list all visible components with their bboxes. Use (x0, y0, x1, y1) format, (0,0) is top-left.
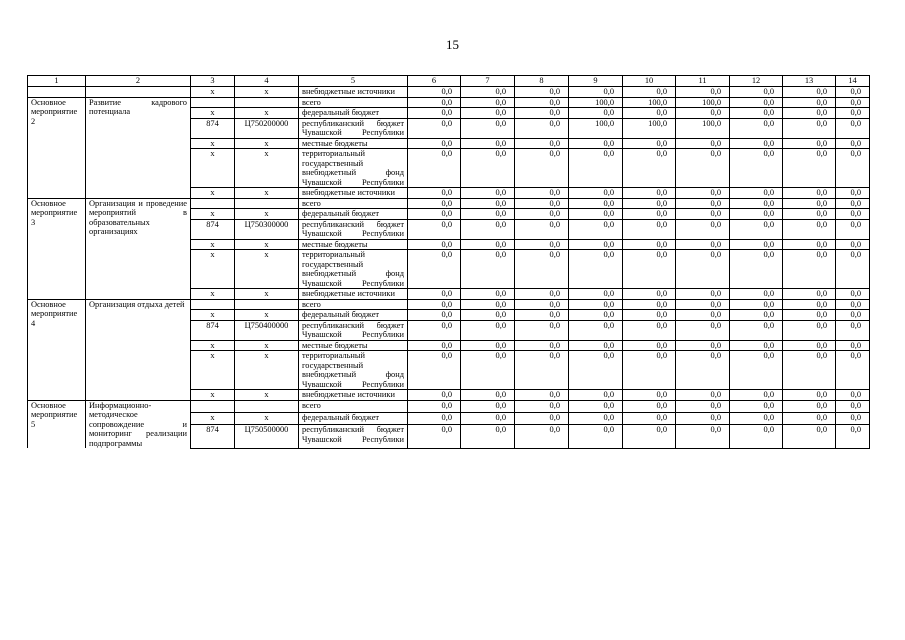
value-cell: 0,0 (623, 320, 676, 340)
target-article-cell: x (235, 412, 299, 424)
value-cell: 0,0 (676, 340, 730, 351)
value-cell: 0,0 (408, 87, 461, 98)
value-cell: 0,0 (676, 412, 730, 424)
value-cell: 0,0 (783, 209, 836, 220)
value-cell: 0,0 (408, 209, 461, 220)
value-cell: 0,0 (783, 310, 836, 321)
value-cell: 0,0 (730, 299, 783, 310)
value-cell: 0,0 (676, 149, 730, 188)
value-cell: 0,0 (515, 289, 569, 300)
value-cell: 0,0 (783, 250, 836, 289)
value-cell: 0,0 (730, 138, 783, 149)
value-cell: 0,0 (676, 390, 730, 401)
value-cell: 0,0 (676, 351, 730, 390)
target-article-cell: x (235, 351, 299, 390)
value-cell: 0,0 (569, 149, 623, 188)
funding-source-cell: местные бюджеты (299, 340, 408, 351)
value-cell: 0,0 (623, 340, 676, 351)
value-cell: 0,0 (783, 188, 836, 199)
value-cell: 0,0 (408, 289, 461, 300)
kbk-code-cell: x (191, 310, 235, 321)
value-cell: 0,0 (408, 198, 461, 209)
value-cell: 0,0 (569, 138, 623, 149)
value-cell: 0,0 (623, 198, 676, 209)
value-cell: 0,0 (461, 320, 515, 340)
funding-source-cell: республиканский бюджет Чувашской Республики (299, 320, 408, 340)
value-cell: 0,0 (515, 425, 569, 448)
value-cell: 0,0 (836, 289, 870, 300)
value-cell: 0,0 (730, 390, 783, 401)
value-cell: 0,0 (730, 198, 783, 209)
value-cell: 0,0 (623, 412, 676, 424)
value-cell: 0,0 (408, 239, 461, 250)
funding-source-cell: федеральный бюджет (299, 310, 408, 321)
value-cell: 0,0 (730, 351, 783, 390)
value-cell: 0,0 (623, 289, 676, 300)
target-article-cell: x (235, 108, 299, 119)
kbk-code-cell: x (191, 412, 235, 424)
funding-source-cell: территориальный государственный внебюджетный фонд Чувашской Республики (299, 149, 408, 188)
value-cell: 0,0 (836, 198, 870, 209)
value-cell: 0,0 (730, 289, 783, 300)
target-article-cell: x (235, 310, 299, 321)
target-article-cell (235, 400, 299, 412)
event-cell: Основное мероприятие 2 (28, 97, 86, 198)
value-cell: 0,0 (836, 250, 870, 289)
funding-source-cell: федеральный бюджет (299, 412, 408, 424)
event-name-cell: Развитие кадрового потенциала (86, 97, 191, 198)
value-cell: 0,0 (408, 390, 461, 401)
value-cell: 0,0 (730, 400, 783, 412)
funding-source-cell: федеральный бюджет (299, 108, 408, 119)
value-cell: 0,0 (408, 310, 461, 321)
value-cell: 0,0 (783, 198, 836, 209)
value-cell: 0,0 (569, 412, 623, 424)
value-cell: 0,0 (515, 97, 569, 108)
value-cell: 0,0 (569, 289, 623, 300)
value-cell: 0,0 (836, 108, 870, 119)
value-cell: 0,0 (461, 340, 515, 351)
value-cell: 100,0 (623, 118, 676, 138)
value-cell: 0,0 (408, 340, 461, 351)
value-cell: 0,0 (623, 149, 676, 188)
kbk-code-cell: 874 (191, 118, 235, 138)
event-cell: Основное мероприятие 4 (28, 299, 86, 400)
target-article-cell: x (235, 87, 299, 98)
funding-source-cell: всего (299, 198, 408, 209)
kbk-code-cell: x (191, 149, 235, 188)
value-cell: 0,0 (730, 118, 783, 138)
value-cell: 0,0 (730, 239, 783, 250)
value-cell: 0,0 (836, 209, 870, 220)
funding-source-cell: внебюджетные источники (299, 289, 408, 300)
value-cell: 0,0 (730, 149, 783, 188)
value-cell: 0,0 (676, 209, 730, 220)
value-cell: 0,0 (515, 198, 569, 209)
value-cell: 0,0 (836, 310, 870, 321)
value-cell: 0,0 (836, 299, 870, 310)
value-cell: 0,0 (783, 289, 836, 300)
value-cell: 0,0 (408, 299, 461, 310)
funding-source-cell: внебюджетные источники (299, 87, 408, 98)
value-cell: 0,0 (515, 138, 569, 149)
target-article-cell: x (235, 250, 299, 289)
value-cell: 0,0 (461, 108, 515, 119)
kbk-code-cell: 874 (191, 320, 235, 340)
column-header: 11 (676, 76, 730, 87)
value-cell: 0,0 (515, 390, 569, 401)
value-cell: 0,0 (836, 97, 870, 108)
value-cell: 0,0 (783, 97, 836, 108)
kbk-code-cell: 874 (191, 219, 235, 239)
value-cell: 0,0 (515, 351, 569, 390)
value-cell: 0,0 (836, 340, 870, 351)
value-cell: 0,0 (676, 188, 730, 199)
value-cell: 0,0 (730, 340, 783, 351)
value-cell: 0,0 (515, 412, 569, 424)
value-cell: 0,0 (461, 138, 515, 149)
column-header: 9 (569, 76, 623, 87)
value-cell: 0,0 (836, 219, 870, 239)
value-cell: 0,0 (783, 390, 836, 401)
value-cell: 0,0 (783, 320, 836, 340)
value-cell: 0,0 (461, 425, 515, 448)
table-row (28, 198, 870, 209)
value-cell: 0,0 (569, 390, 623, 401)
value-cell: 0,0 (515, 87, 569, 98)
value-cell: 0,0 (569, 239, 623, 250)
value-cell: 0,0 (623, 390, 676, 401)
event-cell: Основное мероприятие 5 (28, 400, 86, 448)
funding-source-cell: местные бюджеты (299, 138, 408, 149)
kbk-code-cell: 874 (191, 425, 235, 448)
value-cell: 0,0 (569, 340, 623, 351)
value-cell: 0,0 (836, 87, 870, 98)
value-cell: 0,0 (676, 425, 730, 448)
column-header: 14 (836, 76, 870, 87)
value-cell: 0,0 (783, 425, 836, 448)
value-cell: 0,0 (730, 219, 783, 239)
value-cell: 0,0 (569, 209, 623, 220)
value-cell: 0,0 (515, 340, 569, 351)
event-name-cell: Организация и проведение мероприятий в образовательных организациях (86, 198, 191, 299)
value-cell: 0,0 (676, 219, 730, 239)
column-header: 8 (515, 76, 569, 87)
value-cell: 0,0 (676, 320, 730, 340)
value-cell: 0,0 (676, 250, 730, 289)
value-cell: 0,0 (730, 250, 783, 289)
value-cell: 0,0 (836, 149, 870, 188)
table-row (28, 87, 870, 98)
value-cell: 0,0 (408, 250, 461, 289)
column-header: 7 (461, 76, 515, 87)
target-article-cell: x (235, 340, 299, 351)
value-cell: 0,0 (783, 412, 836, 424)
value-cell: 0,0 (836, 351, 870, 390)
value-cell: 0,0 (515, 299, 569, 310)
value-cell: 0,0 (623, 209, 676, 220)
value-cell: 0,0 (623, 87, 676, 98)
value-cell: 0,0 (623, 250, 676, 289)
value-cell: 0,0 (408, 138, 461, 149)
value-cell: 0,0 (730, 108, 783, 119)
value-cell: 0,0 (783, 299, 836, 310)
funding-source-cell: республиканский бюджет Чувашской Республики (299, 425, 408, 448)
funding-source-cell: республиканский бюджет Чувашской Республики (299, 219, 408, 239)
value-cell: 0,0 (676, 400, 730, 412)
value-cell: 0,0 (515, 250, 569, 289)
value-cell: 0,0 (836, 239, 870, 250)
value-cell: 0,0 (623, 299, 676, 310)
value-cell: 0,0 (461, 87, 515, 98)
value-cell: 0,0 (461, 250, 515, 289)
column-header: 2 (86, 76, 191, 87)
target-article-cell: x (235, 209, 299, 220)
value-cell: 0,0 (836, 188, 870, 199)
value-cell: 0,0 (515, 108, 569, 119)
value-cell: 0,0 (730, 320, 783, 340)
value-cell: 0,0 (461, 299, 515, 310)
value-cell: 0,0 (461, 97, 515, 108)
value-cell: 0,0 (515, 209, 569, 220)
kbk-code-cell: x (191, 250, 235, 289)
value-cell: 0,0 (836, 320, 870, 340)
value-cell: 0,0 (461, 118, 515, 138)
value-cell: 0,0 (515, 188, 569, 199)
target-article-cell: x (235, 289, 299, 300)
kbk-code-cell: x (191, 289, 235, 300)
value-cell: 0,0 (461, 219, 515, 239)
value-cell: 0,0 (730, 188, 783, 199)
event-name-cell: Информационно-методическое сопровождение и мониторинг реализации подпрограммы (86, 400, 191, 448)
value-cell: 0,0 (783, 400, 836, 412)
column-header: 1 (28, 76, 86, 87)
value-cell: 0,0 (676, 310, 730, 321)
funding-source-cell: всего (299, 400, 408, 412)
value-cell: 0,0 (623, 138, 676, 149)
value-cell: 0,0 (569, 198, 623, 209)
page-number: 15 (446, 37, 459, 52)
value-cell: 0,0 (623, 425, 676, 448)
value-cell: 0,0 (783, 138, 836, 149)
value-cell: 0,0 (461, 400, 515, 412)
kbk-code-cell: x (191, 209, 235, 220)
value-cell: 0,0 (569, 400, 623, 412)
value-cell: 0,0 (408, 108, 461, 119)
column-header: 4 (235, 76, 299, 87)
value-cell: 0,0 (783, 239, 836, 250)
value-cell: 0,0 (461, 198, 515, 209)
value-cell: 0,0 (676, 87, 730, 98)
value-cell: 0,0 (408, 400, 461, 412)
target-article-cell: Ц750300000 (235, 219, 299, 239)
event-cell: Основное мероприятие 3 (28, 198, 86, 299)
value-cell: 0,0 (461, 412, 515, 424)
value-cell: 0,0 (408, 425, 461, 448)
kbk-code-cell: x (191, 340, 235, 351)
value-cell: 0,0 (783, 108, 836, 119)
table-row (28, 97, 870, 108)
funding-source-cell: республиканский бюджет Чувашской Республики (299, 118, 408, 138)
table-row (28, 299, 870, 310)
value-cell: 0,0 (623, 108, 676, 119)
value-cell: 0,0 (676, 108, 730, 119)
value-cell: 0,0 (569, 108, 623, 119)
target-article-cell: Ц750400000 (235, 320, 299, 340)
value-cell: 0,0 (408, 97, 461, 108)
header-row (28, 76, 870, 87)
value-cell: 0,0 (515, 149, 569, 188)
value-cell: 0,0 (515, 400, 569, 412)
value-cell: 0,0 (623, 400, 676, 412)
value-cell: 0,0 (730, 310, 783, 321)
kbk-code-cell: x (191, 87, 235, 98)
value-cell: 0,0 (408, 149, 461, 188)
value-cell: 0,0 (408, 320, 461, 340)
value-cell: 0,0 (569, 425, 623, 448)
value-cell: 0,0 (569, 219, 623, 239)
kbk-code-cell (191, 198, 235, 209)
value-cell: 100,0 (569, 118, 623, 138)
value-cell: 0,0 (836, 400, 870, 412)
value-cell: 0,0 (569, 310, 623, 321)
value-cell: 0,0 (783, 351, 836, 390)
kbk-code-cell: x (191, 239, 235, 250)
column-header: 12 (730, 76, 783, 87)
value-cell: 100,0 (569, 97, 623, 108)
value-cell: 0,0 (408, 219, 461, 239)
event-cell (28, 87, 86, 98)
value-cell: 0,0 (461, 351, 515, 390)
value-cell: 0,0 (623, 188, 676, 199)
value-cell: 0,0 (623, 239, 676, 250)
target-article-cell (235, 97, 299, 108)
value-cell: 0,0 (408, 188, 461, 199)
kbk-code-cell: x (191, 138, 235, 149)
value-cell: 0,0 (836, 138, 870, 149)
value-cell: 0,0 (461, 209, 515, 220)
table-row (28, 400, 870, 412)
value-cell: 0,0 (569, 351, 623, 390)
value-cell: 0,0 (623, 351, 676, 390)
target-article-cell (235, 198, 299, 209)
funding-source-cell: федеральный бюджет (299, 209, 408, 220)
value-cell: 0,0 (676, 239, 730, 250)
value-cell: 100,0 (676, 118, 730, 138)
kbk-code-cell: x (191, 188, 235, 199)
target-article-cell (235, 299, 299, 310)
target-article-cell: x (235, 390, 299, 401)
kbk-code-cell (191, 97, 235, 108)
funding-source-cell: внебюджетные источники (299, 390, 408, 401)
value-cell: 0,0 (783, 340, 836, 351)
target-article-cell: x (235, 188, 299, 199)
value-cell: 0,0 (461, 310, 515, 321)
value-cell: 0,0 (730, 87, 783, 98)
value-cell: 0,0 (730, 209, 783, 220)
value-cell: 0,0 (623, 219, 676, 239)
value-cell: 0,0 (408, 412, 461, 424)
funding-source-cell: внебюджетные источники (299, 188, 408, 199)
value-cell: 0,0 (783, 118, 836, 138)
funding-source-cell: всего (299, 97, 408, 108)
value-cell: 0,0 (676, 299, 730, 310)
value-cell: 0,0 (408, 118, 461, 138)
value-cell: 0,0 (461, 239, 515, 250)
kbk-code-cell: x (191, 108, 235, 119)
column-header: 13 (783, 76, 836, 87)
value-cell: 0,0 (461, 390, 515, 401)
column-header: 10 (623, 76, 676, 87)
kbk-code-cell (191, 400, 235, 412)
value-cell: 0,0 (461, 188, 515, 199)
value-cell: 100,0 (623, 97, 676, 108)
value-cell: 0,0 (461, 289, 515, 300)
value-cell: 0,0 (569, 250, 623, 289)
kbk-code-cell: x (191, 390, 235, 401)
funding-source-cell: всего (299, 299, 408, 310)
value-cell: 0,0 (730, 97, 783, 108)
value-cell: 0,0 (515, 239, 569, 250)
value-cell: 0,0 (569, 299, 623, 310)
column-header: 5 (299, 76, 408, 87)
value-cell: 0,0 (569, 320, 623, 340)
value-cell: 0,0 (676, 289, 730, 300)
event-name-cell: Организация отдыха детей (86, 299, 191, 400)
value-cell: 0,0 (783, 149, 836, 188)
value-cell: 0,0 (836, 118, 870, 138)
table-body (28, 87, 870, 449)
value-cell: 0,0 (730, 425, 783, 448)
value-cell: 0,0 (783, 219, 836, 239)
value-cell: 0,0 (461, 149, 515, 188)
value-cell: 0,0 (515, 118, 569, 138)
value-cell: 0,0 (836, 425, 870, 448)
value-cell: 0,0 (623, 310, 676, 321)
value-cell: 0,0 (408, 351, 461, 390)
kbk-code-cell (191, 299, 235, 310)
funding-source-cell: территориальный государственный внебюджетный фонд Чувашской Республики (299, 351, 408, 390)
budget-table (27, 75, 870, 449)
value-cell: 0,0 (515, 320, 569, 340)
value-cell: 0,0 (836, 412, 870, 424)
target-article-cell: Ц750200000 (235, 118, 299, 138)
kbk-code-cell: x (191, 351, 235, 390)
value-cell: 0,0 (515, 219, 569, 239)
value-cell: 0,0 (783, 87, 836, 98)
value-cell: 0,0 (730, 412, 783, 424)
value-cell: 0,0 (569, 188, 623, 199)
value-cell: 100,0 (676, 97, 730, 108)
value-cell: 0,0 (676, 138, 730, 149)
event-name-cell (86, 87, 191, 98)
value-cell: 0,0 (515, 310, 569, 321)
value-cell: 0,0 (676, 198, 730, 209)
column-header: 6 (408, 76, 461, 87)
funding-source-cell: территориальный государственный внебюджетный фонд Чувашской Республики (299, 250, 408, 289)
target-article-cell: Ц750500000 (235, 425, 299, 448)
target-article-cell: x (235, 138, 299, 149)
value-cell: 0,0 (569, 87, 623, 98)
target-article-cell: x (235, 149, 299, 188)
column-header: 3 (191, 76, 235, 87)
funding-source-cell: местные бюджеты (299, 239, 408, 250)
value-cell: 0,0 (836, 390, 870, 401)
target-article-cell: x (235, 239, 299, 250)
